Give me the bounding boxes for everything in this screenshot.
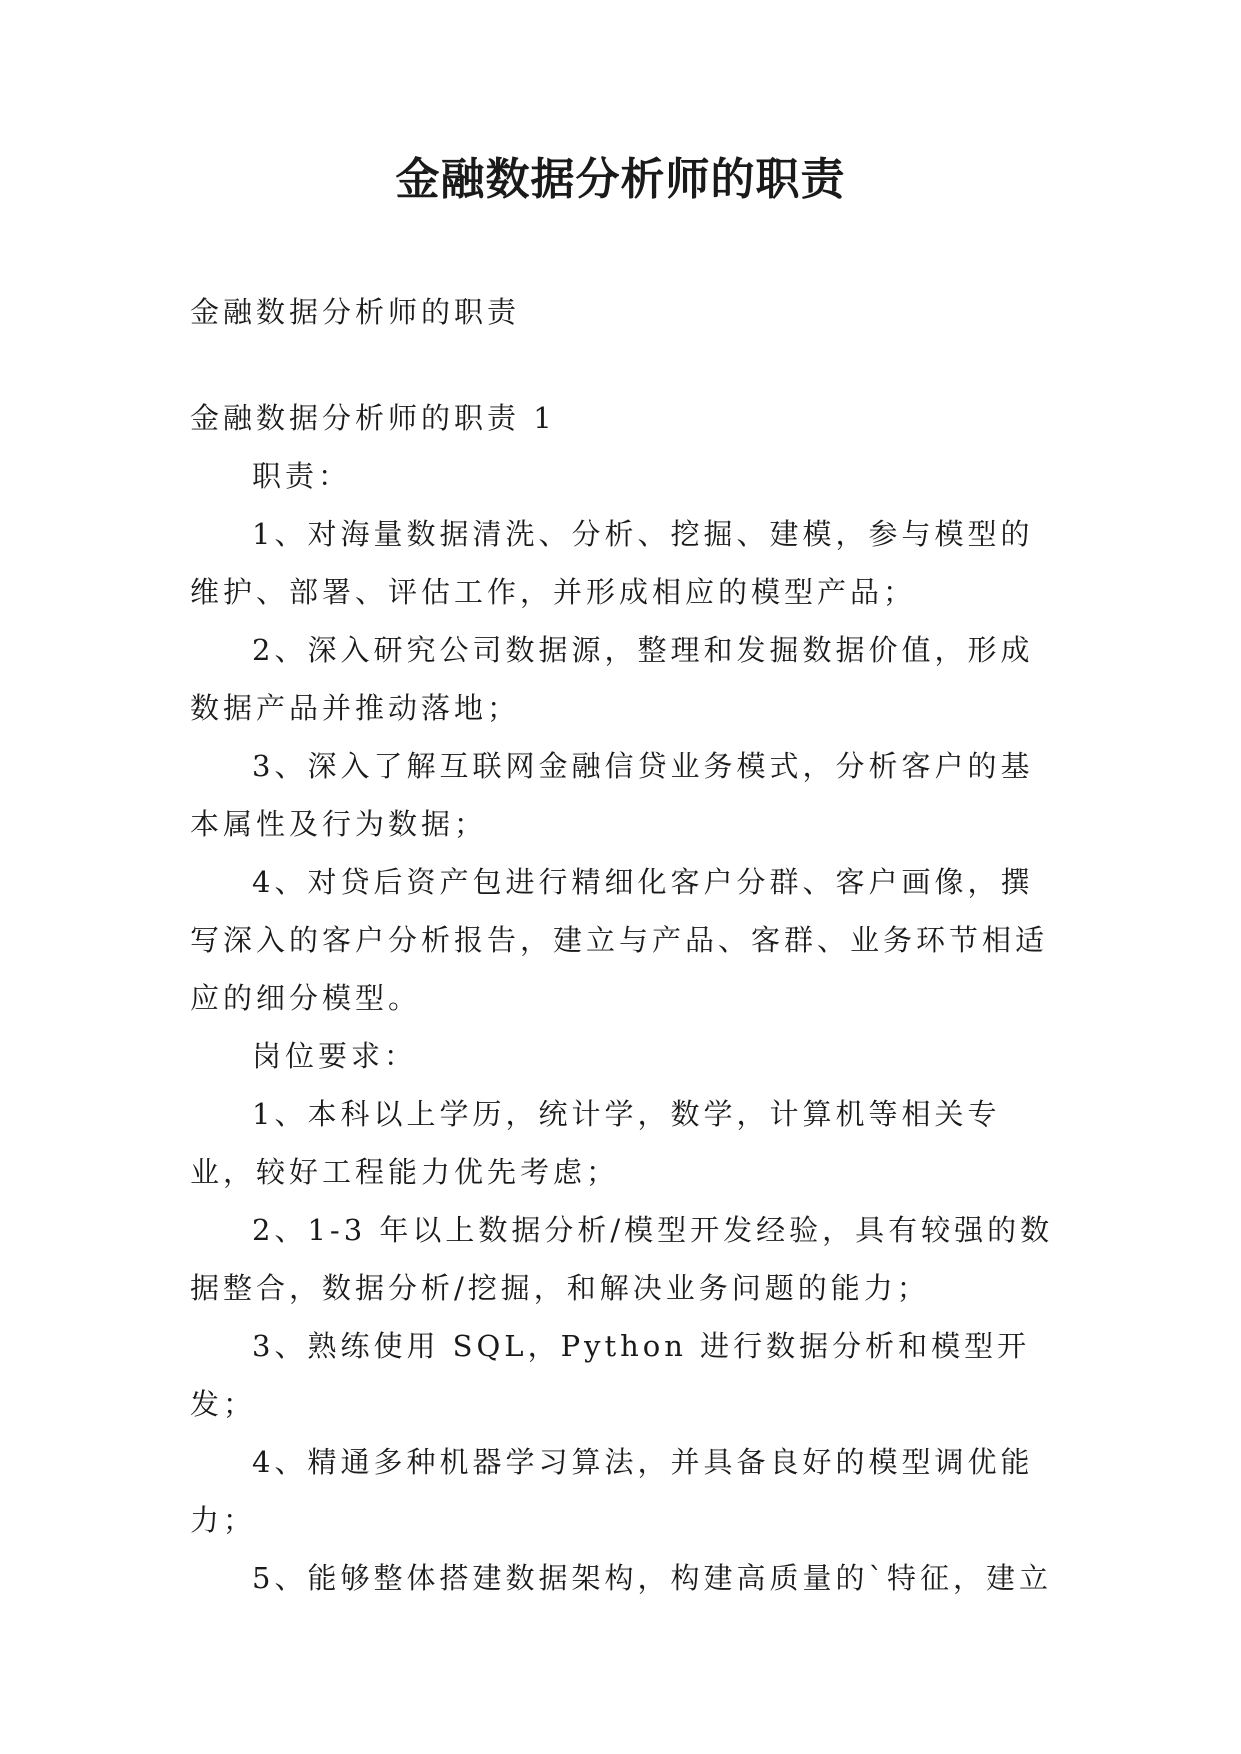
duties-label: 职责： (252, 459, 352, 493)
requirement-item: 3、熟练使用 SQL，Python 进行数据分析和模型开发； (190, 1329, 1031, 1421)
duty-item: 1、对海量数据清洗、分析、挖掘、建模，参与模型的维护、部署、评估工作，并形成相应的模型产品； (190, 517, 1034, 609)
document-title: 金融数据分析师的职责 (395, 154, 846, 205)
section-heading: 金融数据分析师的职责 1 (190, 401, 556, 435)
duty-item: 3、深入了解互联网金融信贷业务模式，分析客户的基本属性及行为数据； (190, 749, 1034, 841)
requirement-item: 2、1-3 年以上数据分析/模型开发经验，具有较强的数据整合，数据分析/挖掘，和解决业务问题的能力； (190, 1213, 1054, 1305)
requirement-item: 5、能够整体搭建数据架构，构建高质量的`特征，建立 (252, 1561, 1052, 1595)
requirements-label: 岗位要求： (252, 1039, 418, 1073)
requirement-item: 1、本科以上学历，统计学，数学，计算机等相关专业，较好工程能力优先考虑； (190, 1097, 1001, 1189)
duty-item: 2、深入研究公司数据源，整理和发掘数据价值，形成数据产品并推动落地； (190, 633, 1034, 725)
document-subtitle: 金融数据分析师的职责 (190, 295, 521, 329)
requirement-item: 4、精通多种机器学习算法，并具备良好的模型调优能力； (190, 1445, 1034, 1537)
duty-item: 4、对贷后资产包进行精细化客户分群、客户画像，撰写深入的客户分析报告，建立与产品、客群、业务环节相适应的细分模型。 (190, 865, 1049, 1015)
document-body (190, 283, 1060, 1607)
